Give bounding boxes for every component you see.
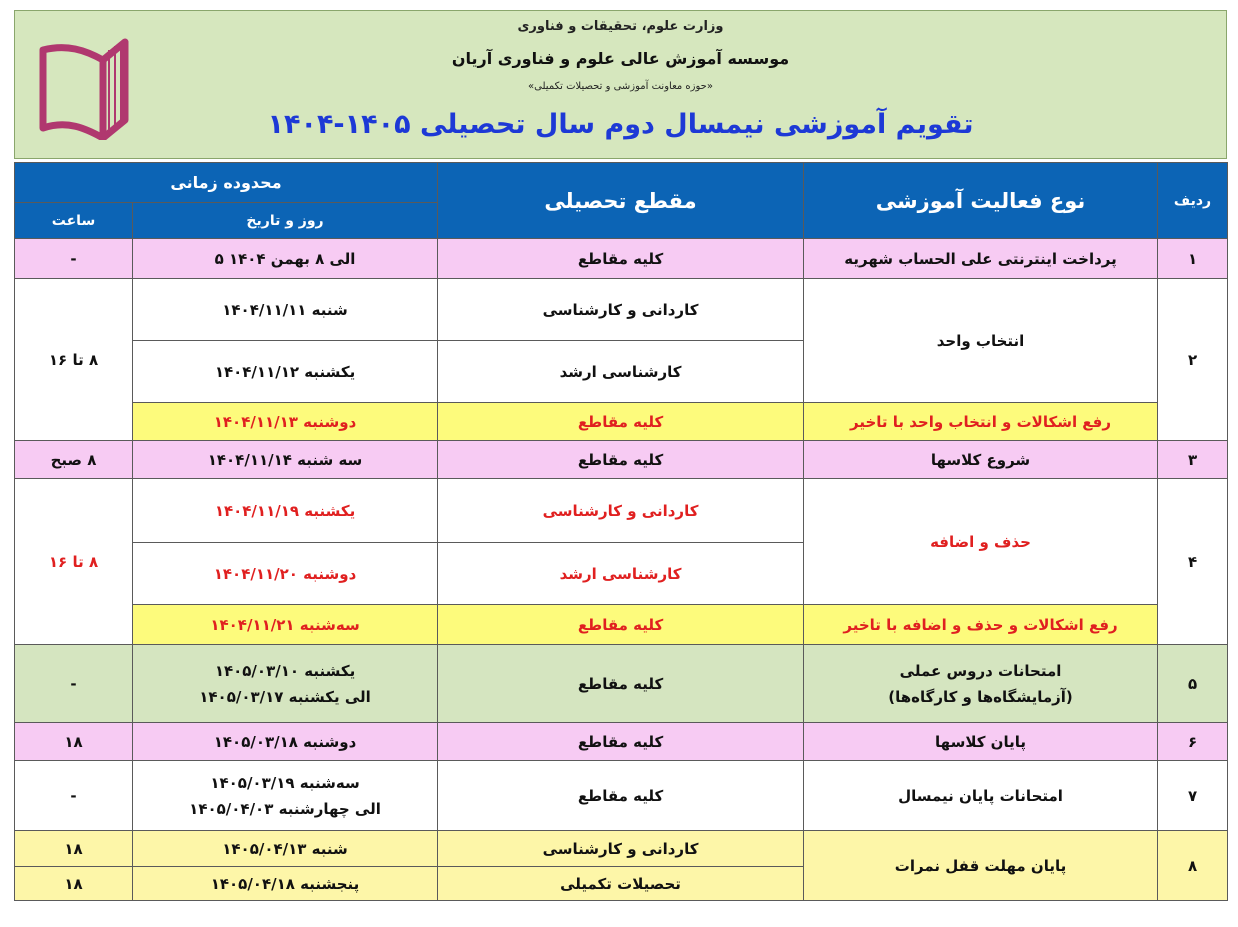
col-level: مقطع تحصیلی [438, 163, 804, 239]
level-cell: کلیه مقاطع [438, 645, 804, 723]
activity-cell: رفع اشکالات و انتخاب واحد با تاخیر [804, 403, 1158, 441]
activity-cell: امتحانات پایان نیمسال [804, 761, 1158, 831]
date-cell: ۵ الی ۸ بهمن ۱۴۰۴ [133, 239, 438, 279]
date-cell: شنبه ۱۴۰۴/۱۱/۱۱ [133, 279, 438, 341]
row-number: ۳ [1158, 441, 1228, 479]
activity-cell: حذف و اضافه [804, 479, 1158, 605]
date-cell: یکشنبه ۱۴۰۴/۱۱/۱۹ [133, 479, 438, 543]
level-cell: تحصیلات تکمیلی [438, 867, 804, 901]
date-cell: سه شنبه ۱۴۰۴/۱۱/۱۴ [133, 441, 438, 479]
page-title: تقویم آموزشی نیمسال دوم سال تحصیلی ۱۴۰۵-۱۴۰۴ [267, 109, 974, 140]
table-row [15, 279, 1228, 341]
document-header [14, 10, 1227, 159]
activity-cell [804, 645, 1158, 723]
activity-line: (آزمایشگاه‌ها و کارگاه‌ها) [888, 687, 1073, 706]
level-cell: کارشناسی ارشد [438, 341, 804, 403]
row-number: ۱ [1158, 239, 1228, 279]
date-cell: شنبه ۱۴۰۵/۰۴/۱۳ [133, 831, 438, 867]
col-date: روز و تاریخ [133, 203, 438, 239]
activity-cell: شروع کلاسها [804, 441, 1158, 479]
hour-cell: ۱۸ [15, 867, 133, 901]
date-line: الی چهارشنبه ۱۴۰۵/۰۴/۰۳ [189, 799, 381, 818]
hour-cell: ۸ تا ۱۶ [15, 479, 133, 645]
level-cell: کاردانی و کارشناسی [438, 279, 804, 341]
table-row [15, 723, 1228, 761]
level-cell: کاردانی و کارشناسی [438, 831, 804, 867]
table-row [15, 403, 1228, 441]
activity-cell: پرداخت اینترنتی علی الحساب شهریه [804, 239, 1158, 279]
institute-name: موسسه آموزش عالی علوم و فناوری آریان [451, 49, 790, 68]
table-row [15, 645, 1228, 723]
date-cell: دوشنبه ۱۴۰۵/۰۳/۱۸ [133, 723, 438, 761]
level-cell: کلیه مقاطع [438, 761, 804, 831]
hour-cell: ۱۸ [15, 831, 133, 867]
date-line: سه‌شنبه ۱۴۰۵/۰۳/۱۹ [210, 773, 360, 792]
row-number: ۷ [1158, 761, 1228, 831]
level-cell: کاردانی و کارشناسی [438, 479, 804, 543]
table-row [15, 831, 1228, 867]
row-number: ۸ [1158, 831, 1228, 901]
col-hour: ساعت [15, 203, 133, 239]
activity-cell: انتخاب واحد [804, 279, 1158, 403]
row-number: ۴ [1158, 479, 1228, 645]
ministry-line: وزارت علوم، تحقیقات و فناوری [517, 19, 724, 34]
table-row [15, 239, 1228, 279]
col-timeframe: محدوده زمانی [15, 163, 438, 203]
activity-cell: پایان کلاسها [804, 723, 1158, 761]
table-row [15, 479, 1228, 543]
activity-cell: رفع اشکالات و حذف و اضافه با تاخیر [804, 605, 1158, 645]
date-cell: سه‌شنبه ۱۴۰۴/۱۱/۲۱ [133, 605, 438, 645]
table-row [15, 761, 1228, 831]
date-cell: یکشنبه ۱۴۰۴/۱۱/۱۲ [133, 341, 438, 403]
hour-cell: ۱۸ [15, 723, 133, 761]
level-cell: کلیه مقاطع [438, 605, 804, 645]
date-cell: دوشنبه ۱۴۰۴/۱۱/۲۰ [133, 543, 438, 605]
date-cell [133, 761, 438, 831]
hour-cell: ۸ تا ۱۶ [15, 279, 133, 441]
row-number: ۶ [1158, 723, 1228, 761]
level-cell: کلیه مقاطع [438, 403, 804, 441]
level-cell: کلیه مقاطع [438, 239, 804, 279]
academic-calendar-table [14, 162, 1228, 901]
activity-line: امتحانات دروس عملی [899, 661, 1062, 680]
date-cell: پنجشنبه ۱۴۰۵/۰۴/۱۸ [133, 867, 438, 901]
date-line: الی یکشنبه ۱۴۰۵/۰۳/۱۷ [199, 687, 371, 706]
department-line: «حوزه معاونت آموزشی و تحصیلات تکمیلی» [528, 81, 713, 92]
level-cell: کارشناسی ارشد [438, 543, 804, 605]
row-number: ۵ [1158, 645, 1228, 723]
hour-cell: - [15, 645, 133, 723]
date-line: یکشنبه ۱۴۰۵/۰۳/۱۰ [214, 661, 356, 680]
table-row [15, 605, 1228, 645]
hour-cell: - [15, 239, 133, 279]
col-row-no: ردیف [1158, 163, 1228, 239]
hour-cell: ۸ صبح [15, 441, 133, 479]
activity-cell: پایان مهلت قفل نمرات [804, 831, 1158, 901]
level-cell: کلیه مقاطع [438, 723, 804, 761]
level-cell: کلیه مقاطع [438, 441, 804, 479]
col-activity: نوع فعالیت آموزشی [804, 163, 1158, 239]
table-row [15, 441, 1228, 479]
date-cell [133, 645, 438, 723]
date-cell: دوشنبه ۱۴۰۴/۱۱/۱۳ [133, 403, 438, 441]
hour-cell: - [15, 761, 133, 831]
row-number: ۲ [1158, 279, 1228, 441]
